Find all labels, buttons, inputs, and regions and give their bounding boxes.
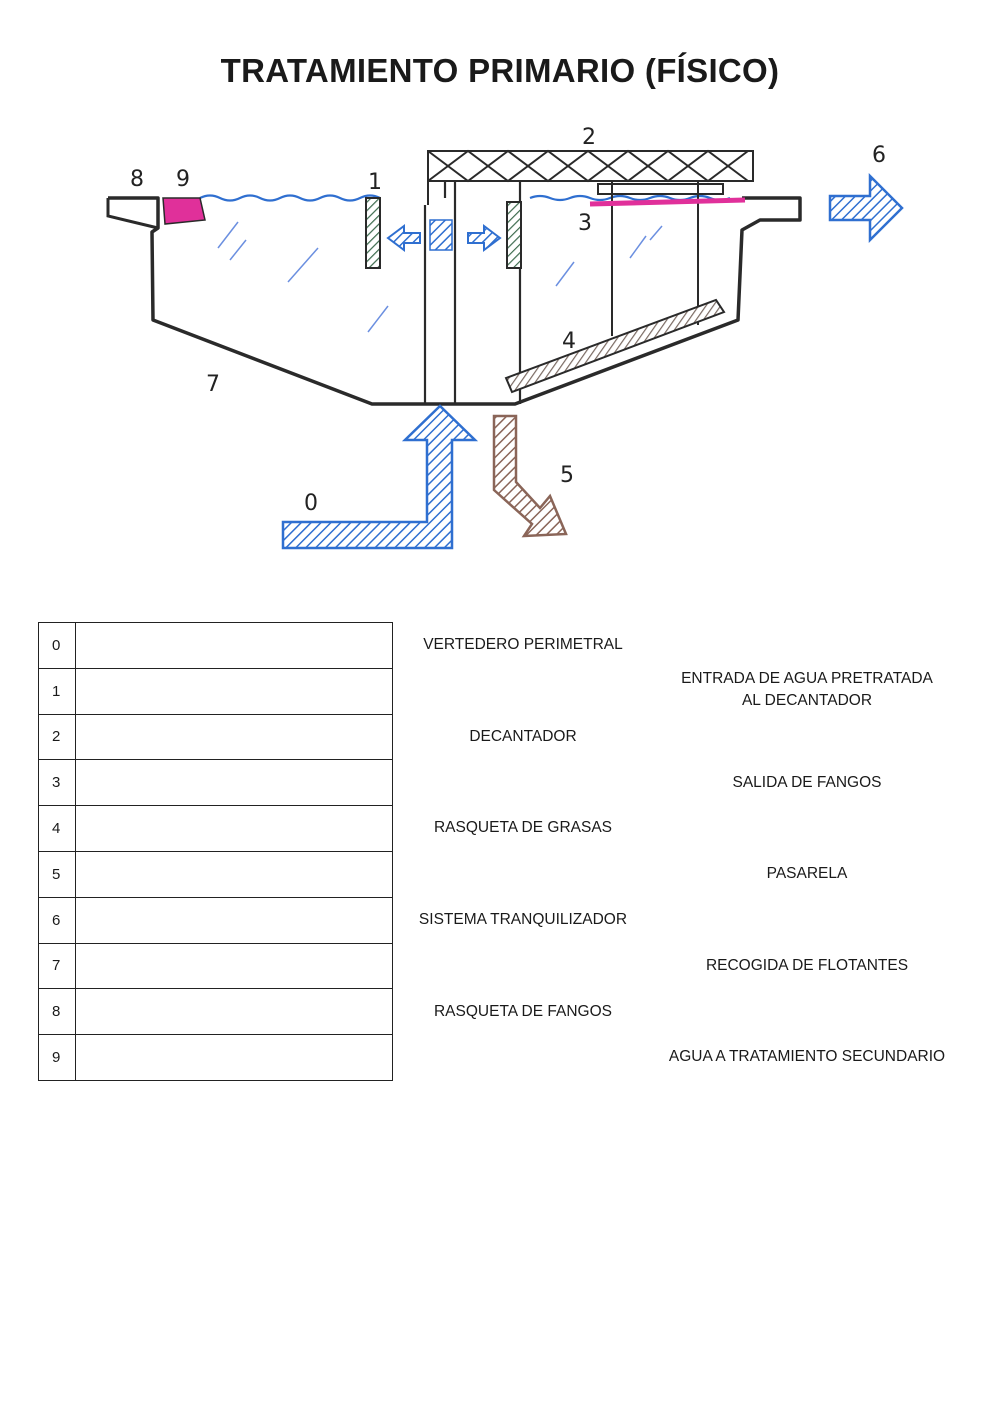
answer-cell[interactable] xyxy=(75,851,392,897)
label-2: 2 xyxy=(582,125,596,150)
term-sistema-tranquilizador[interactable]: SISTEMA TRANQUILIZADOR xyxy=(418,911,628,928)
term-entrada-agua-line2[interactable]: AL DECANTADOR xyxy=(741,692,873,709)
label-3: 3 xyxy=(578,211,592,236)
water-surface xyxy=(200,196,730,201)
label-5: 5 xyxy=(560,463,574,488)
sludge-scraper xyxy=(506,300,724,392)
label-1: 1 xyxy=(368,170,382,195)
table-row xyxy=(39,943,393,989)
row-number: 4 xyxy=(39,806,76,852)
table-row xyxy=(39,668,393,714)
left-channel xyxy=(108,198,158,228)
label-6: 6 xyxy=(872,143,886,168)
row-number: 0 xyxy=(39,623,76,669)
row-number: 2 xyxy=(39,714,76,760)
term-rasqueta-fangos[interactable]: RASQUETA DE FANGOS xyxy=(433,1003,612,1020)
term-recogida-flotantes[interactable]: RECOGIDA DE FLOTANTES xyxy=(705,957,909,974)
answer-cell[interactable] xyxy=(75,989,392,1035)
answer-cell[interactable] xyxy=(75,1035,392,1081)
float-collection-box xyxy=(163,198,205,224)
row-number: 3 xyxy=(39,760,76,806)
inlet-arrow xyxy=(283,406,475,548)
primary-treatment-diagram xyxy=(0,110,1000,580)
term-salida-fangos[interactable]: SALIDA DE FANGOS xyxy=(732,774,882,791)
row-number: 5 xyxy=(39,851,76,897)
term-entrada-agua-line1[interactable]: ENTRADA DE AGUA PRETRATADA xyxy=(681,670,933,687)
answer-cell[interactable] xyxy=(75,668,392,714)
term-decantador[interactable]: DECANTADOR xyxy=(469,728,577,745)
term-pasarela[interactable]: PASARELA xyxy=(766,865,848,882)
table-row xyxy=(39,760,393,806)
answer-cell[interactable] xyxy=(75,943,392,989)
table-row xyxy=(39,714,393,760)
tranquilizer-wall-left xyxy=(366,198,380,268)
table-row xyxy=(39,851,393,897)
grease-layer xyxy=(590,200,745,204)
row-number: 7 xyxy=(39,943,76,989)
table-row xyxy=(39,897,393,943)
term-rasqueta-grasas[interactable]: RASQUETA DE GRASAS xyxy=(433,819,612,836)
table-row xyxy=(39,989,393,1035)
table-row xyxy=(39,1035,393,1081)
page-title: TRATAMIENTO PRIMARIO (FÍSICO) xyxy=(220,52,780,89)
label-0: 0 xyxy=(304,491,318,516)
answer-cell[interactable] xyxy=(75,897,392,943)
answer-cell[interactable] xyxy=(75,623,392,669)
answer-cell[interactable] xyxy=(75,806,392,852)
label-4: 4 xyxy=(562,329,576,354)
answer-cell[interactable] xyxy=(75,714,392,760)
central-column xyxy=(425,182,520,404)
outlet-arrow xyxy=(830,176,902,240)
label-9: 9 xyxy=(176,167,190,192)
row-number: 8 xyxy=(39,989,76,1035)
table-row xyxy=(39,623,393,669)
term-agua-secundario[interactable]: AGUA A TRATAMIENTO SECUNDARIO xyxy=(668,1048,946,1065)
answer-table xyxy=(38,622,393,1081)
term-vertedero-perimetral[interactable]: VERTEDERO PERIMETRAL xyxy=(423,636,623,653)
row-number: 9 xyxy=(39,1035,76,1081)
label-8: 8 xyxy=(130,167,144,192)
label-7: 7 xyxy=(206,372,220,397)
row-number: 1 xyxy=(39,668,76,714)
tranquilizer-wall-right xyxy=(507,202,521,268)
table-row xyxy=(39,806,393,852)
inlet-openings xyxy=(430,220,452,250)
answer-cell[interactable] xyxy=(75,760,392,806)
sludge-outlet-arrow xyxy=(494,416,566,536)
row-number: 6 xyxy=(39,897,76,943)
